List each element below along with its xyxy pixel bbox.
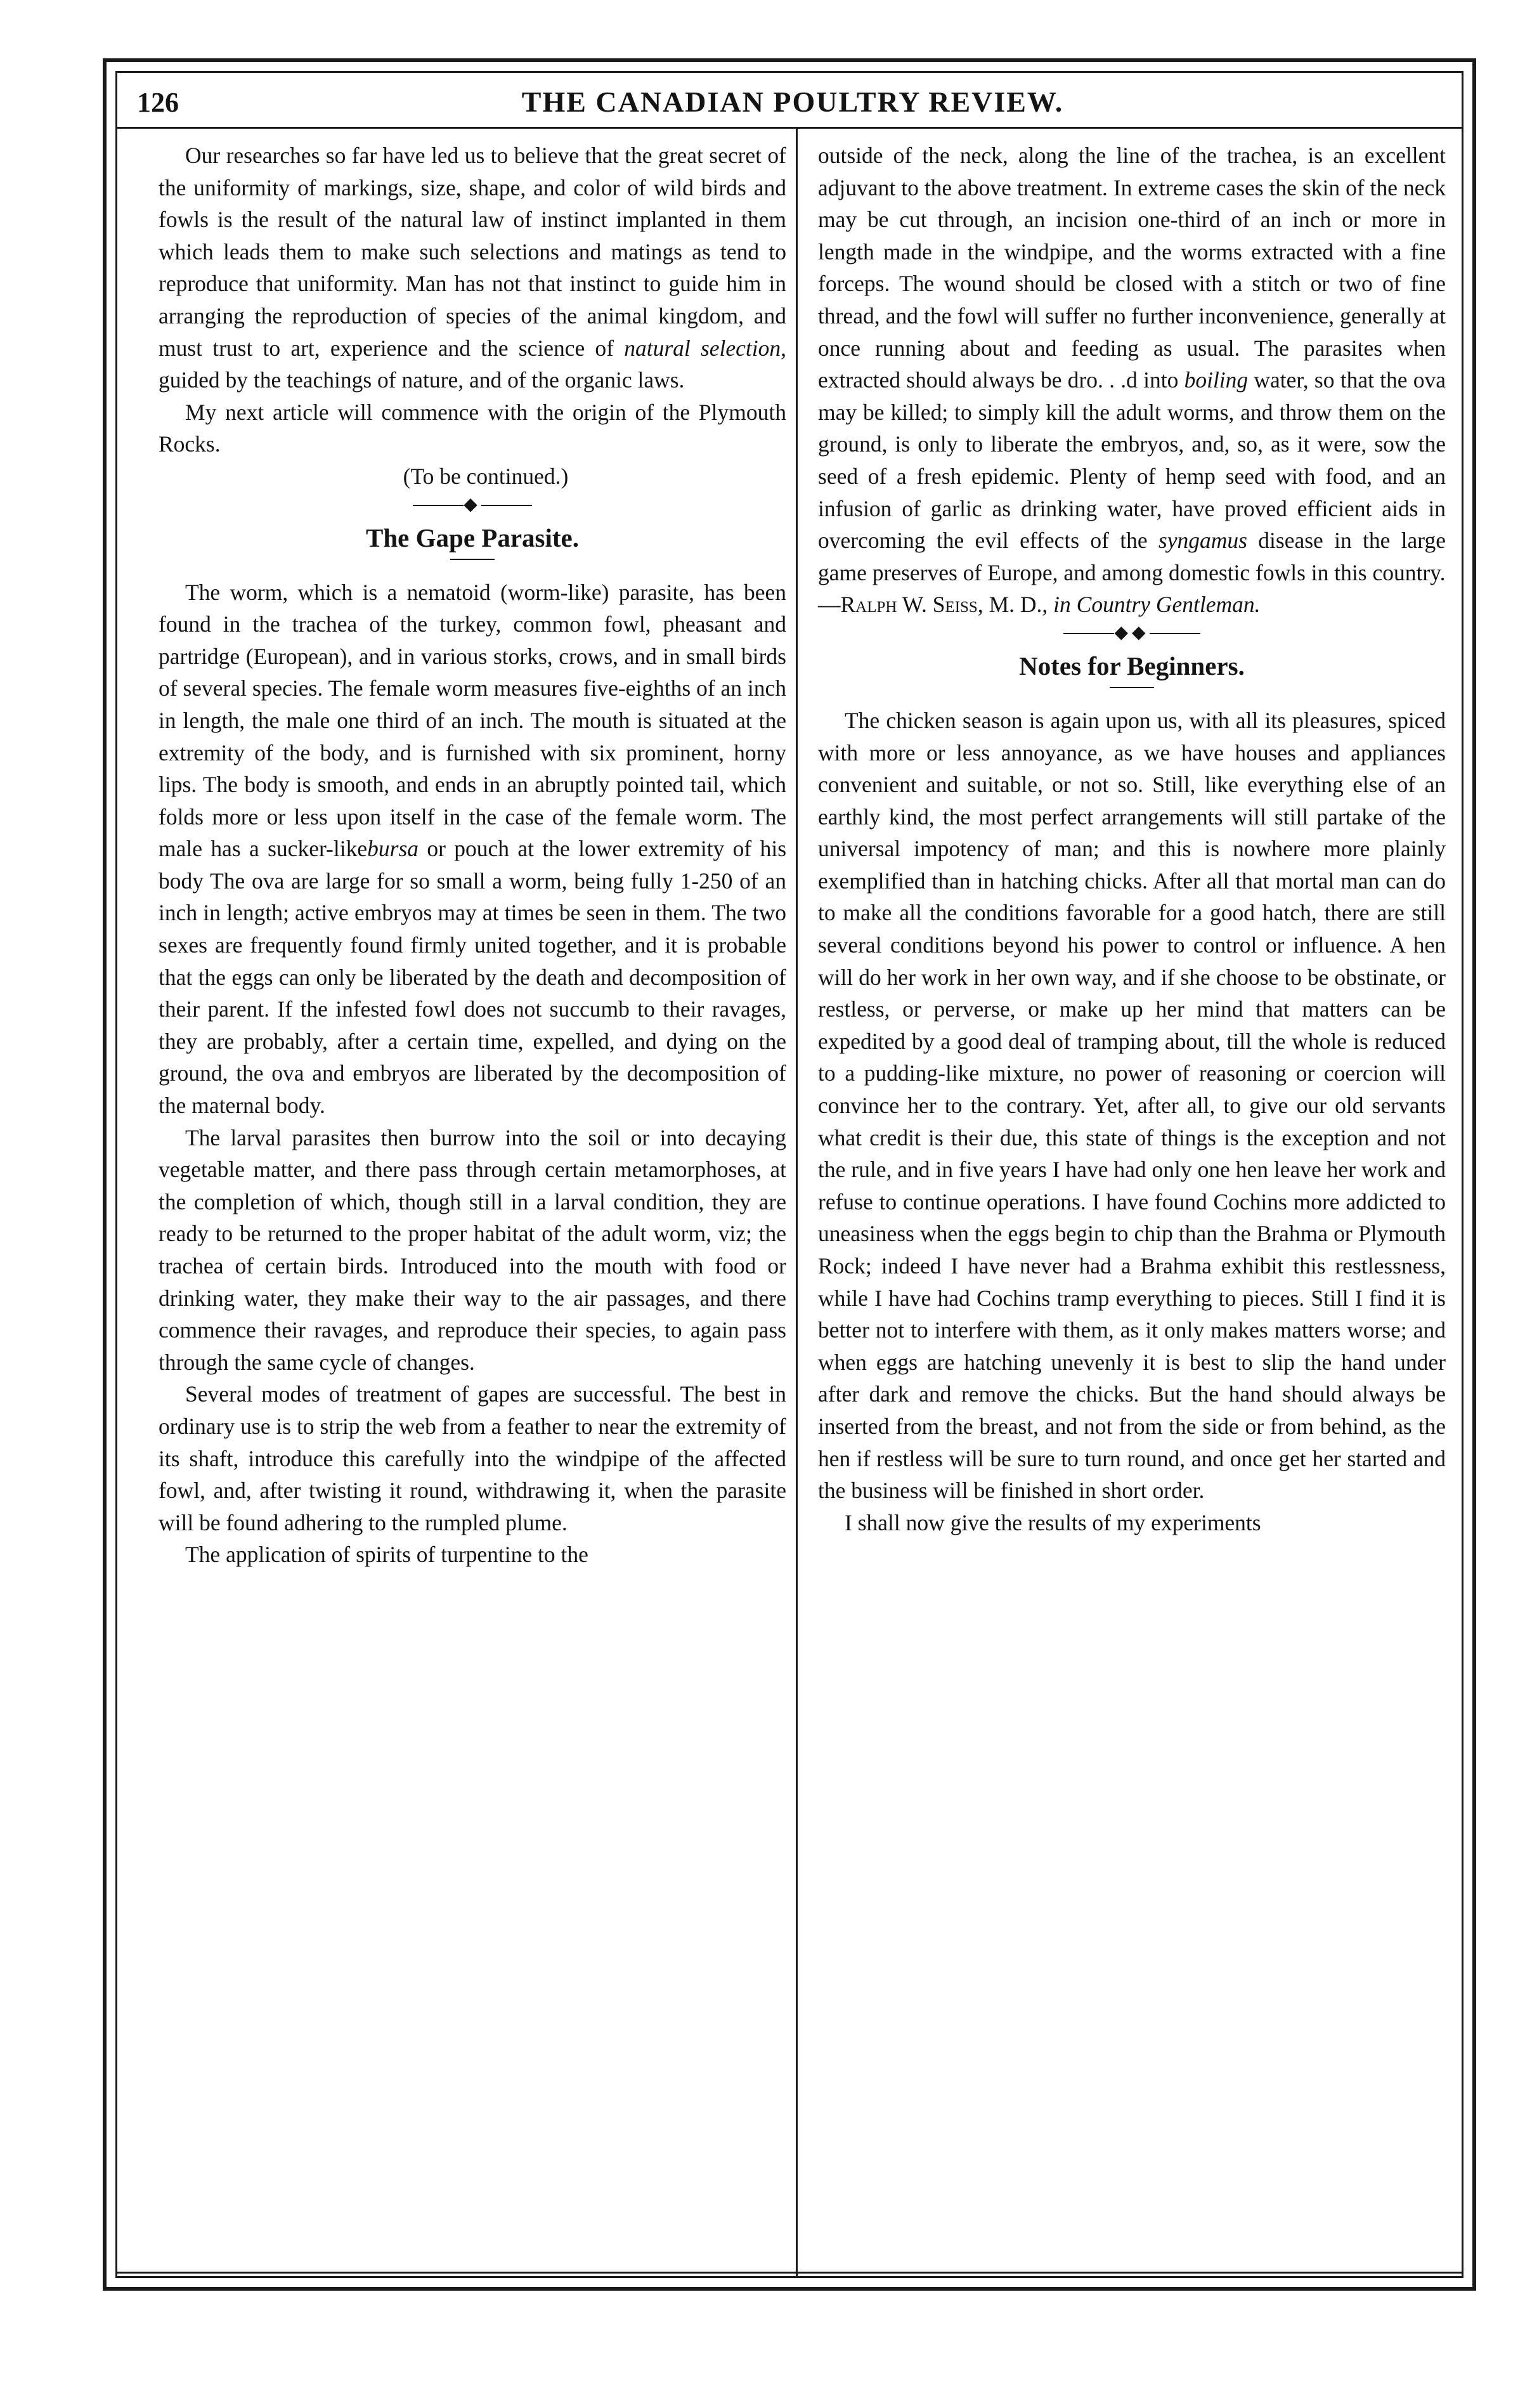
boiling-emphasis: boiling: [1184, 367, 1249, 393]
gape-paragraph-3: Several modes of treatment of gapes are successful. The best in ordinary use is to strip the web from a feather to near the extremity of its shaft, introduce this carefully into the windpipe of the affected fowl, and, after twisting it round, withdrawing it, when the parasite will be found adhering to the rumpled plume.: [159, 1381, 786, 1535]
section-ornament-2: ◆◆: [818, 623, 1446, 642]
byline-source: in Country Gentleman.: [1053, 592, 1261, 618]
article-title-notes-for-beginners: Notes for Beginners.: [1019, 651, 1245, 680]
byline-author: —Ralph W. Seiss, M. D.,: [818, 592, 1048, 618]
page-header: [133, 75, 1452, 132]
syngamus-emphasis: syngamus: [1158, 528, 1247, 554]
gape-continuation-paragraph: outside of the neck, along the line of the trachea, is an excellent adjuvant to the above treatment. In extreme cases the skin of the neck may be cut through, an incision one-third of an inch or more in length made in the windpipe, and the worms extracted with a fine forceps. The wound should be closed with a stitch or two of fine thread, and the fowl will suffer no further inconvenience, generally at once running about and feeding as usual. The parasites when extracted should always be dro. . .d into boiling water, so that the ova may be killed; to simply kill the adult worms, and throw them on the ground, is only to liberate the embryos, and, so, as it were, sow the seed of a fresh epidemic. Plenty of hemp seed with food, and an infusion of garlic as drinking water, have proved efficient aids in overcoming the evil effects of the syngamus disease in the large game preserves of Europe, and among domestic fowls in this country. —Ralph W. Seiss, M. D., in Country Gentleman.: [818, 143, 1446, 618]
left-column: [159, 140, 786, 1571]
header-rule: [115, 127, 1463, 129]
beginners-paragraph-2: I shall now give the results of my experiments: [845, 1509, 1261, 1535]
intro-emphasis: natural selection: [624, 335, 781, 361]
gape-paragraph-2: The larval parasites then burrow into the soil or into decaying vegetable matter, and there pass through certain metamorphoses, at the completion of which, though still in a larval condition, they are ready to be returned to the proper habitat of the adult worm, viz; the trachea of certain birds. Introduced into the mouth with food or drinking water, they make their way to the air passages, and there commence their ravages, and reproduce their species, to again pass through the same cycle of changes.: [159, 1124, 786, 1375]
title-underline: [450, 559, 495, 560]
to-be-continued: (To be continued.): [403, 463, 569, 489]
bursa-emphasis: bursa: [367, 836, 419, 862]
section-ornament: ◆: [159, 495, 786, 514]
gape-paragraph-4: The application of spirits of turpentine to the: [185, 1542, 588, 1568]
bottom-rule: [115, 2272, 1463, 2274]
column-divider: [796, 127, 798, 2278]
intro-paragraph-2: My next article will commence with the origin of the Plymouth Rocks.: [159, 399, 786, 457]
gape-paragraph-1: The worm, which is a nematoid (worm-like) parasite, has been found in the trachea of the turkey, common fowl, pheasant and partridge (European), and in various storks, crows, and in small birds of several species. The female worm measures five-eighths of an inch in length, the male one third of an inch. The mouth is situated at the extremity of the body, and is furnished with six prominent, horny lips. The body is smooth, and ends in an abruptly pointed tail, which folds more or less upon itself in the case of the female worm. The male has a sucker-likebursa or pouch at the lower extremity of his body The ova are large for so small a worm, being fully 1-250 of an inch in length; active embryos may at times be seen in them. The two sexes are frequently found firmly united together, and it is probable that the eggs can only be liberated by the death and decomposition of their parent. If the infested fowl does not succumb to their ravages, they are probably, after a certain time, expelled, and dying on the ground, the ova and embryos are liberated by the decomposition of the maternal body.: [159, 579, 787, 1119]
right-column: [818, 140, 1446, 1539]
beginners-paragraph-1: The chicken season is again upon us, with all its pleasures, spiced with more or less annoyance, as we have houses and appliances convenient and suitable, or not so. Still, like everything else of an earthly kind, the most perfect arrangements will still partake of the universal impotency of man; and this is nowhere more plainly exemplified than in hatching chicks. After all that mortal man can do to make all the conditions favorable for a good hatch, there are still several conditions beyond his power to control or influence. A hen will do her work in her own way, and if she choose to be obstinate, or restless, or perverse, or make up her mind that matters can be expedited by a good deal of tramping about, till the whole is reduced to a pudding-like mixture, no power of reasoning or coercion will convince her to the contrary. Yet, after all, to give our old servants what credit is their due, this state of things is the exception and not the rule, and in five years I have had only one hen leave her work and refuse to continue operations. I have found Cochins more addicted to uneasiness when the eggs begin to chip than the Brahma or Plymouth Rock; indeed I have never had a Brahma exhibit this restlessness, while I have had Cochins tramp everything to pieces. Still I find it is better not to interfere with them, as it only makes matters worse; and when eggs are hatching unevenly it is best to slip the hand under after dark and remove the chicks. But the hand should always be inserted from the breast, and not from the side or from behind, as the hen if restless will be sure to turn round, and once get her started and the business will be finished in short order.: [818, 707, 1446, 1504]
page-number: 126: [137, 87, 179, 118]
intro-paragraph-1: Our researches so far have led us to believe that the great secret of the uniformity of markings, size, shape, and color of wild birds and fowls is the result of the natural law of instinct implanted in them which leads them to make such selections and matings as tend to reproduce that uniformity. Man has not that instinct to guide him in arranging the reproduction of species of the animal kingdom, and must trust to art, experience and the science of natural selection, guided by the teachings of nature, and of the organic laws.: [159, 143, 787, 393]
journal-title: THE CANADIAN POULTRY REVIEW.: [521, 86, 1064, 118]
article-title-gape-parasite: The Gape Parasite.: [366, 523, 579, 552]
title-underline-2: [1110, 687, 1154, 688]
